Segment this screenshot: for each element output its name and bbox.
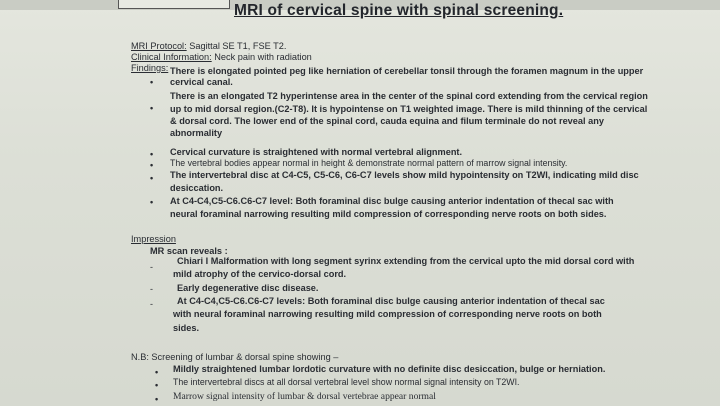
nb-label: N.B: Screening of lumbar & dorsal spine showing – [131,352,339,362]
finding-1-line-1: There is elongated pointed peg like herniation of cerebellar tonsil through the foramen magnum in the upper [170,66,644,76]
finding-3-line-1: Cervical curvature is straightened with normal vertebral alignment. [170,147,463,157]
clinical-label: Clinical Information: [131,52,212,62]
mr-scan-label: MR scan reveals : [150,246,228,256]
finding-6-line-1: At C4-C4,C5-C6.C6-C7 level: Both foraminal disc bulge causing anterior indentation of thecal sac with [170,196,614,206]
finding-2-line-2: up to mid dorsal region.(C2-T8). It is hypointense on T1 weighted image. There is mild thinning of the cervical [170,104,648,114]
report-title: MRI of cervical spine with spinal screening. [234,2,564,19]
finding-2-line-1: There is an elongated T2 hyperintense area in the center of the spinal cord extending from the cervical region [170,91,648,101]
clinical-line [131,52,312,62]
nb-item-3: Marrow signal intensity of lumbar & dorsal vertebrae appear normal [173,391,436,402]
dash-marker: - [150,284,153,294]
bullet-icon: • [150,173,154,183]
finding-2-line-3: & dorsal cord. The lower end of the spinal cord, cauda equina and filum terminale do not reveal any [170,116,604,126]
bullet-icon: • [150,103,154,113]
dash-marker: - [150,262,153,272]
protocol-value: Sagittal SE T1, FSE T2. [189,41,287,51]
impression-2-line-1: Early degenerative disc disease. [177,283,319,293]
bullet-icon: • [150,197,154,207]
clinical-value: Neck pain with radiation [214,52,312,62]
bullet-icon: • [155,367,159,377]
protocol-line [131,41,286,51]
bullet-icon: • [150,77,154,87]
bullet-icon: • [150,149,154,159]
finding-4-line-1: The vertebral bodies appear normal in height & demonstrate normal pattern of marrow signal intensity. [170,158,568,168]
findings-label: Findings: [131,63,169,73]
impression-3-line-1: At C4-C4,C5-C6.C6-C7 levels: Both foraminal disc bulge causing anterior indentation of thecal sac [177,296,605,306]
bullet-icon: • [155,394,159,404]
bullet-icon: • [155,380,159,390]
impression-label: Impression [131,234,176,244]
protocol-label: MRI Protocol: [131,41,187,51]
finding-1-line-2: cervical canal. [170,77,233,87]
finding-2-line-4: abnormality [170,128,223,138]
bullet-icon: • [150,160,154,170]
impression-3-line-2: with neural foraminal narrowing resulting mild compression of corresponding nerve roots on both [173,309,602,319]
header-tab [118,0,230,9]
finding-5-line-2: desiccation. [170,183,224,193]
impression-1-line-1: Chiari I Malformation with long segment syrinx extending from the cervical upto the mid dorsal cord with [177,256,635,266]
finding-6-line-2: neural foraminal narrowing resulting mild compression of corresponding nerve roots on both sides. [170,209,607,219]
finding-5-line-1: The intervertebral disc at C4-C5, C5-C6, C6-C7 levels show mild hypointensity on T2WI, indicating mild disc [170,170,639,180]
nb-item-1: Mildly straightened lumbar lordotic curvature with no definite disc desiccation, bulge or herniation. [173,364,606,374]
impression-3-line-3: sides. [173,323,200,333]
dash-marker: - [150,299,153,309]
nb-item-2: The intervertebral discs at all dorsal vertebral level show normal signal intensity on T2WI. [173,377,520,387]
impression-1-line-2: mild atrophy of the cervico-dorsal cord. [173,269,347,279]
